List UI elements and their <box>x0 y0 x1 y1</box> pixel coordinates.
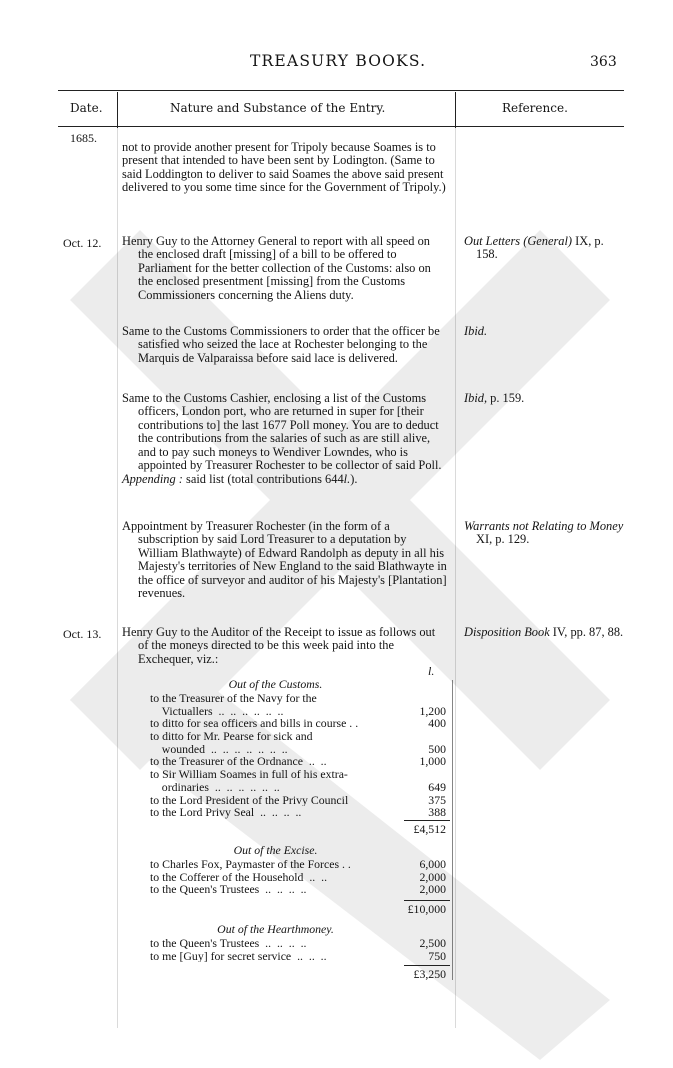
account-row <box>150 730 450 743</box>
account-hearthmoney-total-row <box>150 968 450 981</box>
reference-entry-1 <box>464 235 624 262</box>
entry-customs-commissioners <box>122 325 448 365</box>
entry-text: not to provide another present for Tripoly because Soames is to present that intended to have been sent by Lodington. (Same to said Loddington to deliver to said Soames the above said present delivered to you some time since for the Government of Tripoly.) <box>122 140 446 195</box>
appending-line <box>122 473 448 486</box>
account-row-label: ordinaries .. .. .. .. .. .. <box>150 780 280 794</box>
account-row <box>150 858 450 871</box>
account-heading: Out of the Customs. <box>228 677 323 691</box>
sum-line-hearthmoney <box>404 965 450 966</box>
reference-source: Warrants not Relating to Money <box>464 519 624 533</box>
entry-attorney-general <box>122 235 448 302</box>
account-row-amount: 649 <box>428 779 446 794</box>
account-row-amount: 2,500 <box>419 936 446 950</box>
account-row-amount: 2,000 <box>419 882 446 897</box>
account-row-label: Victuallers .. .. .. .. .. .. <box>150 704 284 718</box>
reference-source: Ibid. <box>464 324 488 338</box>
account-row <box>150 743 450 756</box>
entry-date: Oct. 13. <box>63 627 102 641</box>
appending-label: Appending : <box>122 472 183 487</box>
date-column-divider <box>117 92 118 128</box>
entry-text: Henry Guy to the Auditor of the Receipt to issue as follows out of the moneys directed to be this week paid into the Exchequer, viz.: <box>122 625 436 666</box>
entry-text: Henry Guy to the Attorney General to report with all speed on the enclosed draft [missing] of a bill to be offered to Parliament for the better collection of the Customs: also on the enclosed presentment [missing] from the Customs Commissioners concerning the Aliens duty. <box>122 234 431 302</box>
account-row <box>150 883 450 896</box>
account-row-label: to Charles Fox, Paymaster of the Forces . . <box>150 858 351 871</box>
account-total: £4,512 <box>413 822 446 836</box>
account-row-amount: 1,200 <box>419 703 446 718</box>
account-row-label: to the Queen's Trustees .. .. .. .. <box>150 937 307 950</box>
entry-year: 1685. <box>70 131 97 145</box>
account-row-label: to ditto for sea officers and bills in course . . <box>150 717 359 731</box>
account-hearthmoney <box>150 922 450 962</box>
amount-unit: l. <box>428 664 435 678</box>
account-row <box>150 937 450 950</box>
reference-source: Ibid, <box>464 391 488 405</box>
entry-date: Oct. 12. <box>63 236 102 250</box>
account-row-amount: 750 <box>428 948 446 963</box>
account-row-label: to the Treasurer of the Ordnance .. .. <box>150 755 327 769</box>
account-row-label: to ditto for Mr. Pearse for sick and <box>150 730 313 743</box>
account-row-amount: 6,000 <box>419 857 446 871</box>
column-header-date: Date. <box>70 101 103 115</box>
appending-end: ). <box>350 472 358 487</box>
reference-column-divider <box>455 92 456 128</box>
reference-entry-2 <box>464 325 624 338</box>
account-total: £10,000 <box>407 902 446 916</box>
top-rule <box>58 90 624 91</box>
account-row <box>150 692 450 705</box>
entry-continuation <box>122 141 448 195</box>
account-row-amount: 2,000 <box>419 869 446 884</box>
account-heading: Out of the Hearthmoney. <box>217 922 334 936</box>
column-header-reference: Reference. <box>502 101 568 115</box>
account-row-label: to me [Guy] for secret service .. .. .. <box>150 949 327 963</box>
entry-text: Same to the Customs Cashier, enclosing a list of the Customs officers, London port, who are returned in super for [their contributions to] the last 1677 Poll money. You are to deduct the contributions from the salaries of such as are still alive, and to pay such moneys to Wendiver Lowndes, who is appointed by Treasurer Rochester to be collector of said Poll. <box>122 391 442 473</box>
account-excise-total-row <box>150 903 450 916</box>
account-row <box>150 717 450 730</box>
entry-appointment-randolph <box>122 520 448 600</box>
amount-column-right-rule <box>452 680 453 980</box>
account-total: £3,250 <box>413 967 446 981</box>
reference-locator: IV, pp. 87, 88. <box>549 625 624 639</box>
reference-column-tick <box>455 128 456 1028</box>
reference-locator: IX, p. 158. <box>476 234 604 262</box>
reference-source: Disposition Book <box>464 625 550 639</box>
account-row <box>150 755 450 768</box>
reference-entry-4 <box>464 520 624 547</box>
entry-auditor-receipt <box>122 626 448 666</box>
date-column-tick <box>117 128 118 1028</box>
account-row-amount: 400 <box>428 716 446 731</box>
account-heading: Out of the Excise. <box>233 843 318 857</box>
running-head-title: TREASURY BOOKS. <box>250 52 427 70</box>
account-excise <box>150 843 450 896</box>
account-row <box>150 794 450 807</box>
account-row <box>150 950 450 963</box>
account-row <box>150 806 450 819</box>
appending-unit: l. <box>343 472 351 487</box>
sum-line-customs <box>404 820 450 821</box>
account-row-label: wounded .. .. .. .. .. .. .. <box>150 742 288 756</box>
appending-text: said list (total contributions 644 <box>182 472 344 487</box>
reference-entry-3 <box>464 392 624 405</box>
entry-text: Appointment by Treasurer Rochester (in the form of a subscription by said Lord Treasurer to a deputation by William Blathwayte) of Edward Randolph as deputy in all his Majesty's territories of New England to the said Blathwayte in the office of surveyor and auditor of his Majesty's [Plantation] revenues. <box>122 519 447 601</box>
reference-entry-5 <box>464 626 624 639</box>
account-row-label: to the Treasurer of the Navy for the <box>150 692 317 705</box>
account-row-label: to Sir William Soames in full of his extra- <box>150 768 348 781</box>
page-number: 363 <box>590 54 617 70</box>
account-customs-total-row <box>150 823 450 836</box>
account-row-label: to the Cofferer of the Household .. .. <box>150 870 328 884</box>
header-rule <box>58 126 624 127</box>
entry-customs-cashier <box>122 392 448 487</box>
account-row-amount: 1,000 <box>419 754 446 769</box>
account-row <box>150 781 450 794</box>
account-row-amount: 500 <box>428 741 446 756</box>
reference-source: Out Letters (General) <box>464 234 573 248</box>
account-row-label: to the Queen's Trustees .. .. .. .. <box>150 883 307 897</box>
account-row <box>150 705 450 718</box>
running-head <box>0 52 673 72</box>
account-row <box>150 871 450 884</box>
reference-locator: XI, p. 129. <box>476 532 530 547</box>
account-row-label: to the Lord President of the Privy Council <box>150 793 349 807</box>
sum-line-excise <box>404 900 450 901</box>
entry-text: Same to the Customs Commissioners to order that the officer be satisfied who seized the lace at Rochester belonging to the Marquis de Valparaissa before said lace is delivered. <box>122 324 440 365</box>
account-customs <box>150 677 450 819</box>
reference-locator: p. 159. <box>487 391 525 405</box>
account-row-label: to the Lord Privy Seal .. .. .. .. <box>150 806 302 819</box>
account-row-amount: 375 <box>428 792 446 807</box>
column-header-nature: Nature and Substance of the Entry. <box>170 101 386 115</box>
account-row <box>150 768 450 781</box>
account-row-amount: 388 <box>428 805 446 820</box>
